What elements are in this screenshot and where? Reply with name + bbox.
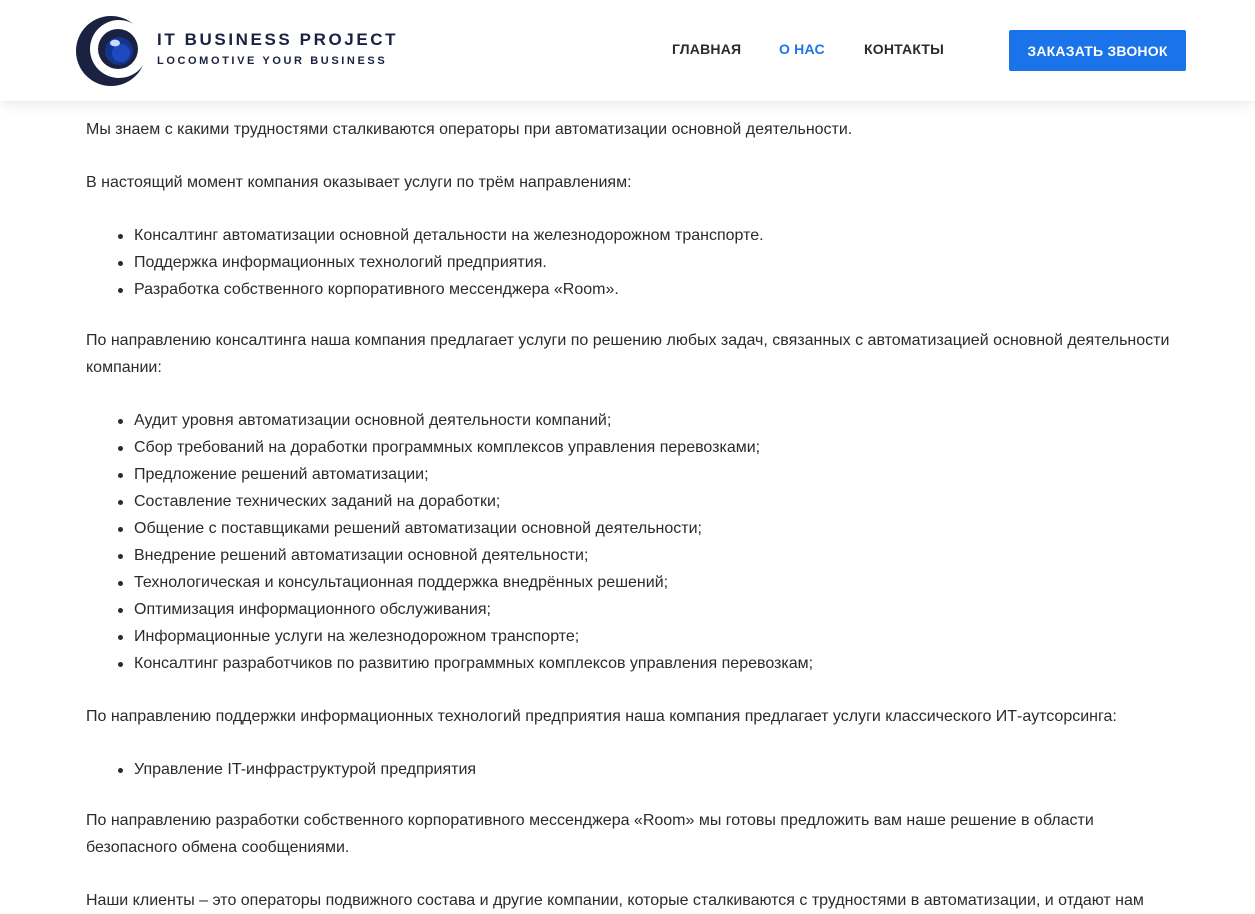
site-header (0, 0, 1255, 101)
directions-intro: В настоящий момент компания оказывает услуги по трём направлениям: (86, 174, 632, 191)
list-item: Управление IT-инфраструктурой предприятия (134, 756, 1186, 783)
list-item: Аудит уровня автоматизации основной деятельности компаний; (134, 407, 1186, 434)
list-item: Разработка собственного корпоративного мессенджера «Room». (134, 276, 1186, 303)
request-call-button[interactable]: ЗАКАЗАТЬ ЗВОНОК (1009, 30, 1186, 71)
list-item: Консалтинг разработчиков по развитию программных комплексов управления перевозкам; (134, 650, 1186, 677)
list-item: Поддержка информационных технологий предприятия. (134, 249, 1186, 276)
logo-title: IT BUSINESS PROJECT (157, 30, 399, 49)
logo-globe-icon (75, 15, 147, 87)
list-item: Информационные услуги на железнодорожном транспорте; (134, 623, 1186, 650)
list-item: Консалтинг автоматизации основной детальности на железнодорожном транспорте. (134, 222, 1186, 249)
logo-tagline: LOCOMOTIVE YOUR BUSINESS (157, 55, 388, 67)
list-item: Составление технических заданий на доработки; (134, 488, 1186, 515)
logo-text (157, 31, 398, 67)
directions-list (86, 222, 1186, 303)
list-item: Сбор требований на доработки программных комплексов управления перевозками; (134, 434, 1186, 461)
consulting-paragraph: По направлению консалтинга наша компания предлагает услуги по решению любых задач, связанных с автоматизацией основной деятельности компании: (86, 332, 1170, 376)
site-logo[interactable] (75, 15, 415, 87)
nav-link-home[interactable]: ГЛАВНАЯ (672, 41, 742, 57)
list-item: Предложение решений автоматизации; (134, 461, 1186, 488)
intro-paragraph: Мы знаем с какими трудностями сталкиваются операторы при автоматизации основной деятельности. (86, 121, 853, 138)
list-item: Технологическая и консультационная поддержка внедрённых решений; (134, 569, 1186, 596)
list-item: Общение с поставщиками решений автоматизации основной деятельности; (134, 515, 1186, 542)
list-item: Оптимизация информационного обслуживания; (134, 596, 1186, 623)
clients-paragraph: Наши клиенты – это операторы подвижного состава и другие компании, которые сталкиваются с трудностями в автоматизации, и отдают нам (86, 892, 1144, 909)
list-item: Внедрение решений автоматизации основной деятельности; (134, 542, 1186, 569)
it-support-paragraph: По направлению поддержки информационных технологий предприятия наша компания предлагает услуги классического ИТ-аутсорсинга: (86, 708, 1117, 725)
nav-link-about[interactable]: О НАС (779, 41, 825, 57)
page-content (86, 101, 1186, 914)
nav-link-contacts[interactable]: КОНТАКТЫ (864, 41, 945, 57)
messenger-paragraph: По направлению разработки собственного корпоративного мессенджера «Room» мы готовы предложить вам наше решение в области безопасного обмена сообщениями. (86, 812, 1094, 856)
it-support-list (86, 756, 1186, 783)
consulting-list (86, 407, 1186, 677)
